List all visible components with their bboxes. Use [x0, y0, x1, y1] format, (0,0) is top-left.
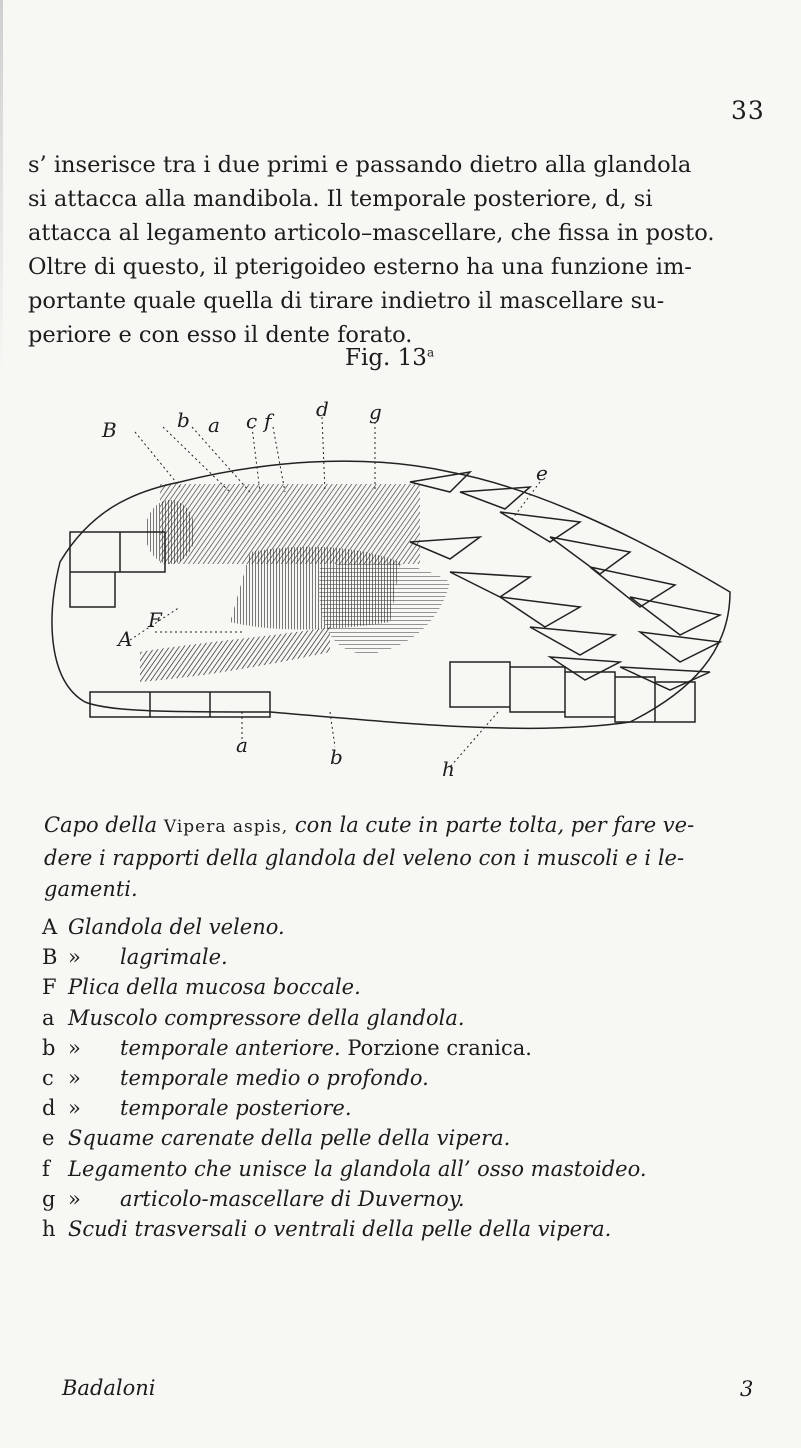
footer-author: Badaloni: [62, 1376, 156, 1400]
legend-ditto: »: [68, 1035, 81, 1060]
body-line: portante quale quella di tirare indietro il mascellare su-: [28, 288, 665, 314]
fig-label-A: A: [118, 627, 133, 651]
legend-item: [42, 942, 647, 972]
body-line: Oltre di questo, il pterigoideo esterno ha una funzione im-: [28, 254, 692, 280]
legend-ditto: »: [68, 945, 81, 970]
legend-letter: h: [42, 1216, 56, 1241]
legend-item: [42, 1093, 647, 1123]
legend-text: Legamento che unisce la glandola all’ osso mastoideo.: [68, 1156, 647, 1181]
fig-label-a-bottom: a: [236, 733, 248, 757]
fig-label-b-bottom: b: [330, 745, 343, 769]
footer-signature: 3: [740, 1377, 754, 1401]
legend-item: [42, 1123, 647, 1153]
figure-caption: [44, 810, 764, 905]
caption-prefix: Capo della: [44, 813, 164, 837]
legend-ditto: »: [68, 1186, 81, 1211]
legend-letter: A: [42, 915, 58, 939]
figure-title-text: Fig. 13: [345, 345, 427, 371]
legend-text: Squame carenate della pelle della vipera.: [68, 1126, 511, 1151]
legend-extra: Porzione cranica.: [340, 1035, 532, 1060]
fig-label-h: h: [442, 757, 455, 780]
fig-label-b-top: b: [177, 408, 190, 432]
legend-text: Scudi trasversali o ventrali della pelle della vipera.: [68, 1216, 612, 1241]
muscle-compressore: [319, 562, 450, 654]
legend-letter: B: [42, 945, 58, 970]
caption-line-1: [44, 810, 764, 843]
caption-suffix: con la cute in parte tolta, per fare ve-: [288, 813, 695, 837]
figure-title: [345, 345, 434, 371]
legend-letter: d: [42, 1096, 56, 1121]
fig-label-c: c: [246, 409, 258, 433]
fig-label-e: e: [536, 461, 548, 485]
caption-species-name: Vipera aspis,: [163, 817, 289, 837]
fig-label-F: F: [148, 608, 162, 632]
legend-text: Glandola del veleno.: [68, 915, 285, 939]
caption-line-3: gamenti.: [44, 877, 138, 901]
legend-item: [42, 1033, 647, 1063]
fig-label-d: d: [316, 397, 329, 421]
legend-item: [42, 972, 647, 1002]
legend-item: [42, 1063, 647, 1093]
legend-letter: F: [42, 975, 57, 1000]
legend-ditto: »: [68, 1065, 81, 1090]
fig-label-g: g: [369, 400, 382, 424]
caption-line-2: dere i rapporti della glandola del veleno con i muscoli e i le-: [44, 846, 685, 870]
legend-text: lagrimale.: [120, 945, 228, 970]
body-line: periore e con esso il dente forato.: [28, 322, 413, 348]
legend-text: temporale anteriore.: [120, 1035, 341, 1060]
legend-text: Plica della mucosa boccale.: [68, 975, 361, 1000]
body-line: si attacca alla mandibola. Il temporale posteriore, d, si: [28, 186, 653, 212]
legend-letter: g: [42, 1186, 56, 1211]
legend-ditto: »: [68, 1096, 81, 1121]
body-paragraph: [28, 148, 768, 352]
legend-text: temporale posteriore.: [120, 1096, 352, 1121]
legend-letter: b: [42, 1035, 56, 1060]
fig-label-a-top: a: [208, 413, 220, 437]
page-number: 33: [731, 96, 765, 125]
legend-item: [42, 1184, 647, 1214]
legend-item: [42, 1214, 647, 1244]
plica-mucosa: [140, 627, 330, 682]
body-line: s’ inserisce tra i due primi e passando dietro alla glandola: [28, 152, 692, 178]
legend-item: [42, 1003, 647, 1033]
legend-text: articolo-mascellare di Duvernoy.: [120, 1186, 465, 1211]
fig-label-B: B: [102, 418, 117, 442]
fig-label-f: f: [264, 409, 272, 433]
legend-letter: e: [42, 1126, 55, 1151]
legend-text: temporale medio o profondo.: [120, 1065, 429, 1090]
eye-region: [145, 500, 195, 564]
legend-letter: a: [42, 1005, 55, 1030]
scan-edge-shadow: [0, 0, 3, 380]
legend-item: [42, 912, 647, 942]
legend-letter: f: [42, 1156, 50, 1181]
viper-head-illustration: [30, 392, 750, 780]
body-line: attacca al legamento articolo–mascellare, che fissa in posto.: [28, 220, 715, 246]
figure-title-superscript: a: [426, 345, 435, 360]
legend-letter: c: [42, 1065, 54, 1090]
legend-text: Muscolo compressore della glandola.: [68, 1005, 465, 1030]
legend-item: [42, 1154, 647, 1184]
figure-legend: [42, 912, 647, 1244]
